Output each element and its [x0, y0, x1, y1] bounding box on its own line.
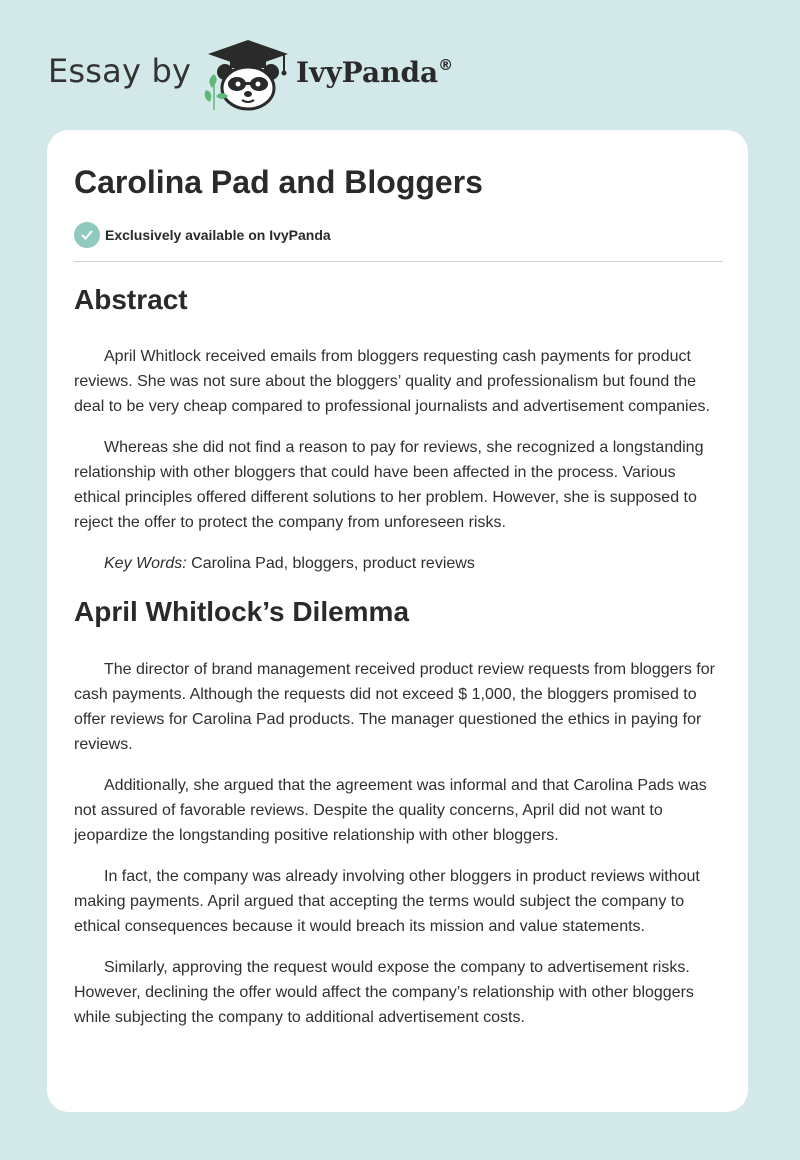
panda-graduate-logo-icon[interactable]: [200, 36, 296, 112]
section-heading-abstract: Abstract: [74, 284, 188, 315]
registered-mark: ®: [438, 55, 454, 74]
checkmark-icon: [74, 222, 100, 248]
exclusive-label: Exclusively available on IvyPanda: [105, 227, 331, 243]
section-heading-dilemma: April Whitlock’s Dilemma: [74, 596, 410, 627]
title-divider: [74, 261, 723, 262]
dilemma-paragraph: The director of brand management received product review requests from bloggers for cash payments. Although the requests did not exceed $ 1,000, the bloggers promised to offer reviews for Carolina Pad products. The manager questioned the ethics in paying for reviews.: [74, 661, 715, 753]
dilemma-paragraph: In fact, the company was already involving other bloggers in product reviews without making payments. April argued that accepting the terms would subject the company to ethical consequences because it would breach its mission and value statements.: [74, 868, 700, 935]
keywords-label: Key Words:: [104, 555, 187, 572]
exclusive-badge: [74, 222, 331, 248]
keywords-line: [74, 551, 726, 576]
abstract-paragraph: Whereas she did not find a reason to pay for reviews, she recognized a longstanding relationship with other bloggers that could have been affected in the process. Various ethical principles offered different solutions to her problem. However, she is supposed to reject the offer to protect the company from unforeseen risks.: [74, 439, 704, 531]
dilemma-paragraph: Additionally, she argued that the agreement was informal and that Carolina Pads was not assured of favorable reviews. Despite the quality concerns, April did not want to jeopardize the longstanding positive relationship with other bloggers.: [74, 777, 707, 844]
essay-by-label: Essay by: [48, 52, 192, 90]
dilemma-paragraph: Similarly, approving the request would expose the company to advertisement risks. However, declining the offer would affect the company’s relationship with other bloggers while subjecting the company to additional advertisement costs.: [74, 959, 694, 1026]
essay-card: [47, 130, 748, 1112]
brand-name[interactable]: IvyPanda®: [296, 55, 454, 89]
keywords-value: Carolina Pad, bloggers, product reviews: [186, 555, 475, 572]
essay-body: [74, 282, 726, 1030]
abstract-paragraph: April Whitlock received emails from bloggers requesting cash payments for product reviews. She was not sure about the bloggers’ quality and professionalism but found the deal to be very cheap compared to professional journalists and advertisement companies.: [74, 348, 710, 415]
site-header: [48, 36, 508, 112]
page-title: Carolina Pad and Bloggers: [74, 164, 483, 200]
